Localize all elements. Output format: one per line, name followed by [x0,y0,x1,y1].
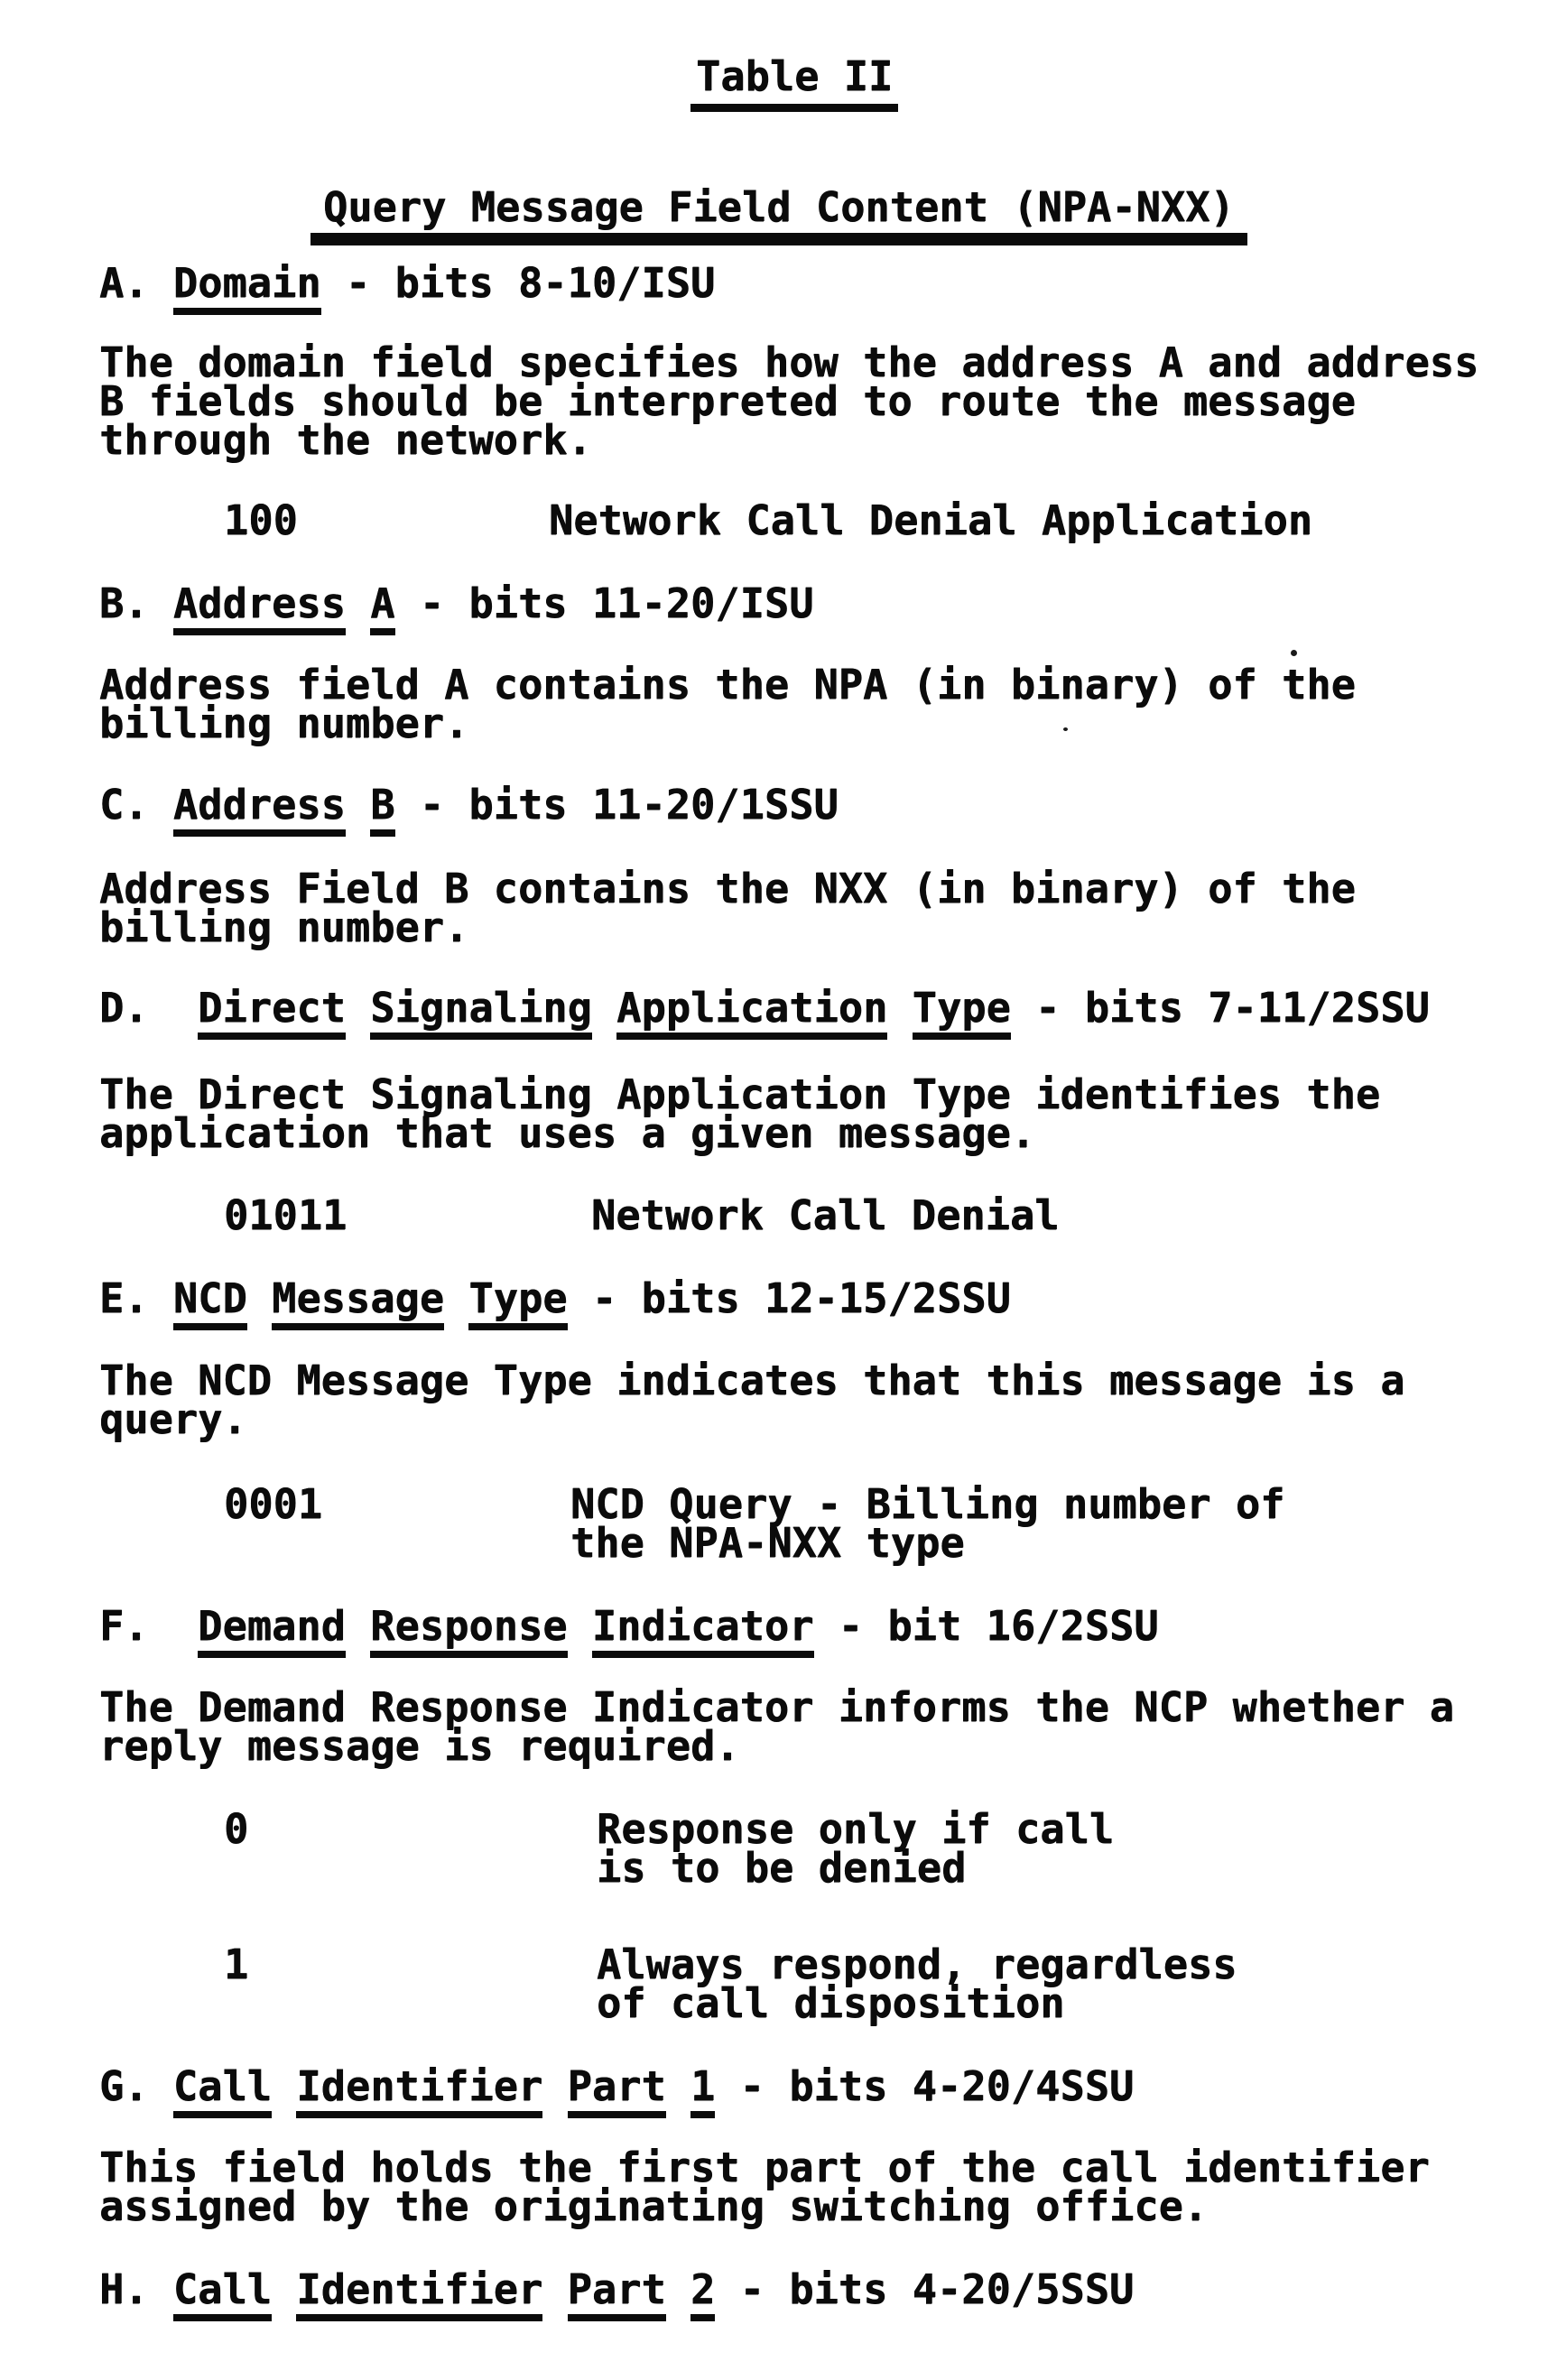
subtitle-underlined-text: Query Message Field Content (NPA-NXX) [310,183,1247,245]
section-letter: G. [99,2062,173,2110]
underlined-word: Identifier [296,2062,542,2118]
section-bits: - bits 4-20/4SSU [715,2062,1135,2110]
section-f-value0-description: Response only if call is to be denied [597,1805,1115,1892]
section-g-heading [99,2062,1135,2110]
section-b-paragraph: Address field A contains the NPA (in binary) of the billing number. [99,661,1356,747]
section-c-paragraph: Address Field B contains the NXX (in binary) of the billing number. [99,865,1356,951]
underlined-word: 1 [690,2062,715,2118]
underlined-word: Type [913,984,1011,1040]
scan-speck [1063,727,1068,731]
section-letter: C. [99,781,173,829]
section-f-paragraph: The Demand Response Indicator informs the NCP whether a reply message is required. [99,1683,1455,1770]
underlined-word: Address [173,781,346,837]
document-subtitle [310,183,1247,231]
section-a-value-code: 100 [224,496,298,544]
underlined-word: 2 [690,2265,715,2321]
underlined-word: Address [173,579,346,635]
underlined-word: Application [616,984,887,1040]
underlined-word: Direct [198,984,346,1040]
document-title [690,52,898,100]
underlined-word: Response [370,1602,567,1658]
section-g-paragraph: This field holds the first part of the call identifier assigned by the originating switching office. [99,2144,1430,2230]
underlined-word: Message [272,1274,444,1330]
section-f-value0-code: 0 [224,1805,249,1853]
underlined-word: Signaling [370,984,592,1040]
section-bits: - bits 11-20/ISU [394,579,814,627]
section-a-heading [99,259,716,307]
section-f-value1-code: 1 [224,1940,249,1988]
section-e-heading [99,1274,1011,1322]
underlined-word: Demand [198,1602,346,1658]
underlined-word: Type [468,1274,567,1330]
section-keywords [173,1274,568,1330]
section-bits: - bits 12-15/2SSU [567,1274,1011,1322]
section-keywords [173,2265,715,2321]
section-bits: - bits 7-11/2SSU [1010,984,1430,1032]
section-a-paragraph: The domain field specifies how the address A and address B fields should be interpreted to route the message through the network. [99,338,1479,464]
section-f-value1-description: Always respond, regardless of call disposition [597,1940,1237,2027]
section-letter: F. [99,1602,199,1650]
scan-speck [1291,650,1297,656]
underlined-word: NCD [173,1274,247,1330]
section-d-paragraph: The Direct Signaling Application Type identifies the application that uses a given message. [99,1070,1381,1157]
section-letter: B. [99,579,173,627]
section-letter: E. [99,1274,173,1322]
underlined-word: Call [173,2062,272,2118]
section-keywords [173,781,395,837]
underlined-word: Call [173,2265,272,2321]
underlined-word: Identifier [296,2265,542,2321]
section-c-heading [99,781,839,829]
section-d-heading [99,984,1430,1032]
title-underlined-text: Table II [690,52,898,112]
section-bits: - bit 16/2SSU [813,1602,1159,1650]
section-letter: H. [99,2265,173,2313]
section-d-value-description: Network Call Denial [591,1191,1060,1239]
section-e-paragraph: The NCD Message Type indicates that this message is a query. [99,1357,1405,1443]
section-f-heading [99,1602,1159,1650]
underlined-word: Domain [173,259,321,315]
section-letter: A. [99,259,173,307]
section-b-heading [99,579,814,627]
section-keywords [173,2062,715,2118]
section-e-value-description: NCD Query - Billing number of the NPA-NXX type [570,1480,1285,1567]
underlined-word: Part [568,2265,666,2321]
section-keywords [173,259,321,315]
section-bits: - bits 8-10/ISU [320,259,716,307]
section-h-heading [99,2265,1135,2313]
section-keywords [198,984,1011,1040]
underlined-word: Part [568,2062,666,2118]
section-keywords [198,1602,813,1658]
section-bits: - bits 4-20/5SSU [715,2265,1135,2313]
underlined-word: A [370,579,394,635]
section-keywords [173,579,395,635]
section-a-value-description: Network Call Denial Application [549,496,1313,544]
section-e-value-code: 0001 [224,1480,323,1528]
underlined-word: B [370,781,394,837]
section-letter: D. [99,984,199,1032]
section-bits: - bits 11-20/1SSU [394,781,839,829]
section-d-value-code: 01011 [224,1191,348,1239]
underlined-word: Indicator [592,1602,814,1658]
